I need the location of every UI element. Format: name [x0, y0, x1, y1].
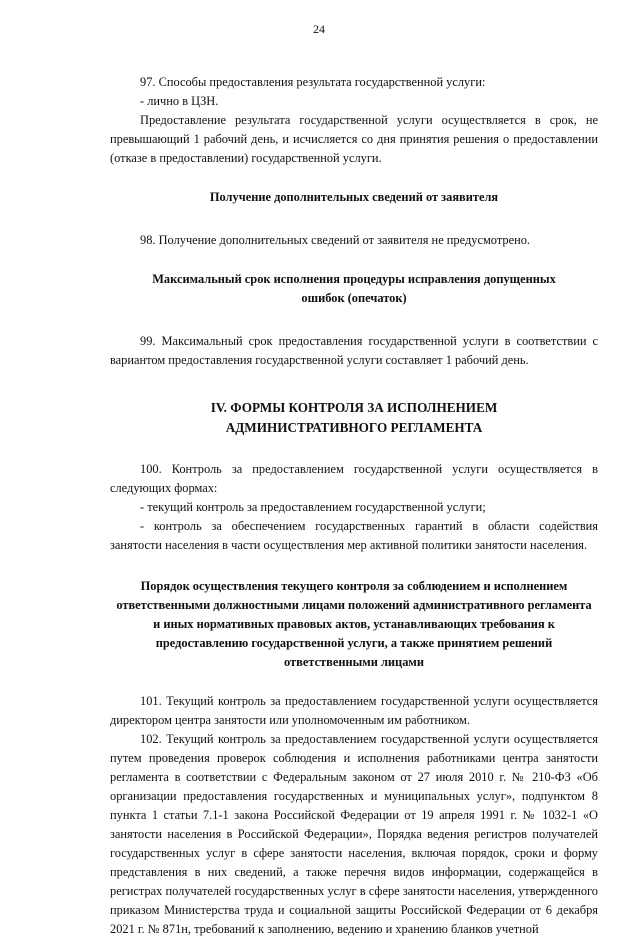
- paragraph-100-item-2: - контроль за обеспечением государственных гарантий в области содействия занятости населения в части осуществления мер активной политики занятости населения.: [110, 519, 598, 552]
- paragraph-97-title: 97. Способы предоставления результата государственной услуги:: [140, 75, 486, 89]
- paragraph-100-item-1: - текущий контроль за предоставлением государственной услуги;: [140, 500, 486, 514]
- paragraph-101: 101. Текущий контроль за предоставлением государственной услуги осуществляется директором центра занятости или уполномоченным им работником.: [110, 694, 598, 727]
- paragraph-102: 102. Текущий контроль за предоставлением государственной услуги осуществляется путем проведения проверок соблюдения и исполнения работниками центра занятости регламента в соответствии с Федеральным законом от 27 июля 2010 г. № 210-ФЗ «Об организации предоставления государственных и муниципальных услуг», подпунктом 8 пункта 1 статьи 7.1-1 закона Российской Федерации от 19 апреля 1991 г. № 1032-1 «О занятости населения в Российской Федерации», Порядка ведения регистров получателей государственных услуг в сфере занятости населения, включая порядок, сроки и форму представления в них сведений, а также перечня видов информации, содержащейся в регистрах получателей государственных услуг в сфере занятости населения, утвержденного приказом Министерства труда и социальной защиты Российской Федерации от 6 декабря 2021 г. № 871н, требований к заполнению, ведению и хранению бланков учетной: [110, 732, 598, 936]
- heading-additional-info: Получение дополнительных сведений от заявителя: [209, 190, 499, 204]
- paragraph-100-title: 100. Контроль за предоставлением государственной услуги осуществляется в следующих формах:: [110, 462, 598, 495]
- heading-max-term: Максимальный срок исполнения процедуры исправления допущенных ошибок (опечаток): [152, 272, 556, 305]
- heading-procedure: Порядок осуществления текущего контроля за соблюдением и исполнением ответственными должностными лицами положений административного регламента и иных нормативных правовых актов, устанавливающих требования к предоставлению государственной услуги, а также принятием решений ответственными лицами: [116, 579, 592, 669]
- paragraph-98: 98. Получение дополнительных сведений от заявителя не предусмотрено.: [140, 233, 531, 247]
- paragraph-97-item: - лично в ЦЗН.: [140, 94, 219, 108]
- paragraph-97-text: Предоставление результата государственной услуги осуществляется в срок, не превышающий 1 рабочий день, и исчисляется со дня принятия решения о предоставлении (отказе в предоставлении) государственной услуги.: [110, 113, 598, 165]
- page-number: 24: [313, 22, 325, 36]
- paragraph-99: 99. Максимальный срок предоставления государственной услуги в соответствии с вариантом предоставления государственной услуги составляет 1 рабочий день.: [110, 334, 598, 367]
- heading-section-4: IV. ФОРМЫ КОНТРОЛЯ ЗА ИСПОЛНЕНИЕМ АДМИНИСТРАТИВНОГО РЕГЛАМЕНТА: [210, 400, 498, 435]
